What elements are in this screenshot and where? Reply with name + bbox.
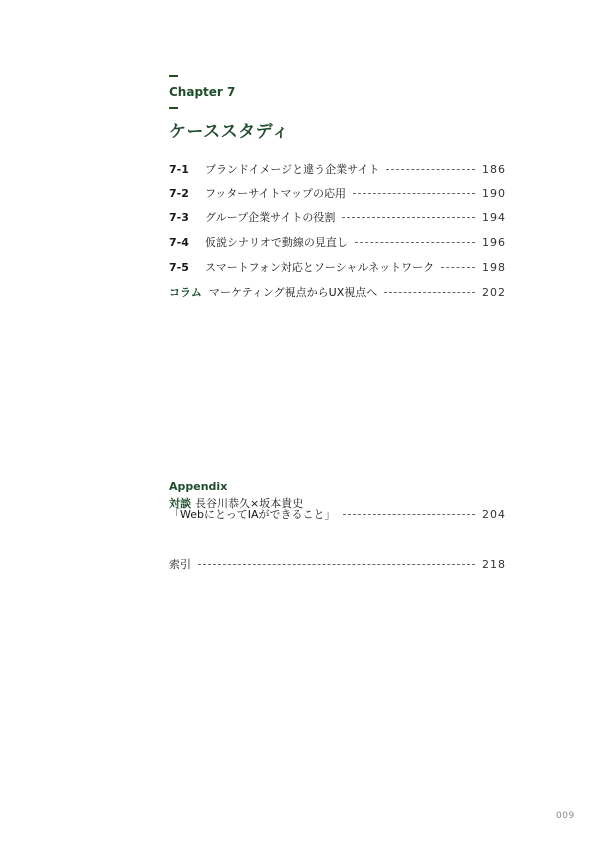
toc-number: コラム (169, 286, 202, 299)
toc-entry-7-5[interactable] (169, 259, 506, 275)
dotted-leader (342, 217, 475, 218)
toc-entry-7-2[interactable] (169, 185, 506, 201)
toc-title: 「WebにとってIAができること」 (169, 508, 336, 521)
chapter-top-rule (169, 75, 178, 77)
toc-title: グループ企業サイトの役割 (205, 211, 336, 224)
toc-page-number: 198 (482, 260, 506, 274)
chapter-mid-rule (169, 107, 178, 109)
dotted-leader (353, 193, 475, 194)
toc-number: 7-1 (169, 162, 189, 176)
toc-page-number: 194 (482, 210, 506, 224)
toc-title: 索引 (169, 558, 191, 571)
page-number: 009 (556, 811, 575, 821)
chapter-title: ケーススタディ (169, 122, 290, 142)
dialogue-tag: 対談 (169, 497, 191, 510)
toc-number: 7-5 (169, 260, 189, 274)
toc-page-number: 186 (482, 162, 506, 176)
dotted-leader (355, 242, 475, 243)
toc-entry-7-4[interactable] (169, 234, 506, 250)
toc-entry-7-3[interactable] (169, 209, 506, 225)
dotted-leader (386, 169, 475, 170)
toc-entry-column[interactable] (169, 284, 506, 300)
toc-title: ブランドイメージと違う企業サイト (205, 163, 380, 176)
toc-page-number: 196 (482, 235, 506, 249)
toc-page-number: 190 (482, 186, 506, 200)
toc-page-number: 204 (482, 507, 506, 521)
toc-title: マーケティング視点からUX視点へ (209, 286, 378, 299)
toc-page-number: 218 (482, 557, 506, 571)
toc-entry-appendix[interactable] (169, 506, 506, 522)
dotted-leader (384, 292, 475, 293)
dialogue-people: 長谷川恭久×坂本貴史 (195, 497, 304, 510)
toc-title: スマートフォン対応とソーシャルネットワーク (205, 261, 435, 274)
dotted-leader (343, 514, 475, 515)
toc-title: フッターサイトマップの応用 (205, 187, 347, 200)
toc-page-number: 202 (482, 285, 506, 299)
toc-number: 7-4 (169, 235, 189, 249)
toc-entry-7-1[interactable] (169, 161, 506, 177)
chapter-label: Chapter 7 (169, 85, 236, 99)
toc-number: 7-2 (169, 186, 189, 200)
dotted-leader (198, 564, 475, 565)
toc-title: 仮説シナリオで動線の見直し (205, 236, 348, 249)
toc-entry-index[interactable] (169, 556, 506, 572)
dotted-leader (441, 267, 475, 268)
toc-number: 7-3 (169, 210, 189, 224)
appendix-heading: Appendix (169, 480, 228, 493)
